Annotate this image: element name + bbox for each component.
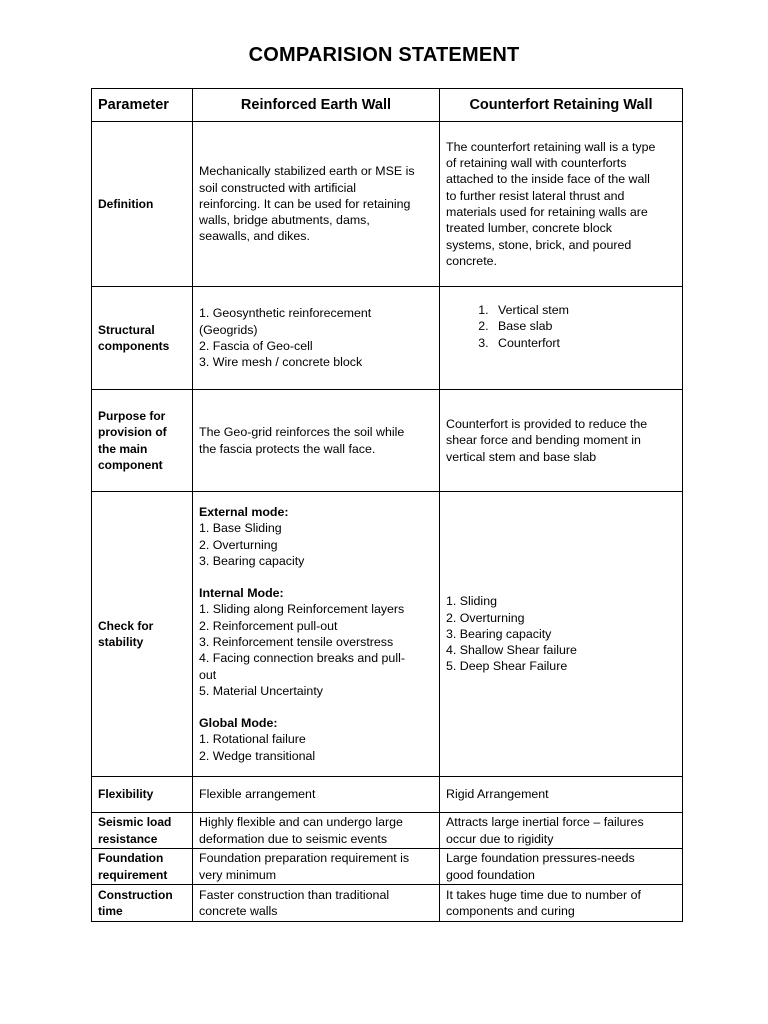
header-reinforced-earth-wall: Reinforced Earth Wall xyxy=(193,89,440,122)
cell-rew-flexibility: Flexible arrangement xyxy=(193,777,440,813)
external-mode-heading: External mode: xyxy=(199,504,289,519)
header-counterfort-retaining-wall: Counterfort Retaining Wall xyxy=(440,89,683,122)
table-row-stability xyxy=(92,492,683,777)
cell-crw-purpose: Counterfort is provided to reduce the shear force and bending moment in vertical stem and base slab xyxy=(440,390,683,492)
cell-crw-flexibility: Rigid Arrangement xyxy=(440,777,683,813)
cell-crw-stability: 1. Sliding 2. Overturning 3. Bearing capacity 4. Shallow Shear failure 5. Deep Shear Failure xyxy=(440,492,683,777)
cell-rew-foundation: Foundation preparation requirement is very minimum xyxy=(193,849,440,885)
cell-rew-definition: Mechanically stabilized earth or MSE is soil constructed with artificial reinforcing. It can be used for retaining walls, bridge abutments, dams, seawalls, and dikes. xyxy=(193,122,440,287)
cell-rew-seismic: Highly flexible and can undergo large deformation due to seismic events xyxy=(193,813,440,849)
page-title: COMPARISION STATEMENT xyxy=(248,44,520,66)
comparison-table xyxy=(91,88,683,922)
param-stability: Check for stability xyxy=(92,492,193,777)
param-structural-components: Structural components xyxy=(92,287,193,390)
table-row-construction xyxy=(92,885,683,922)
internal-mode-heading: Internal Mode: xyxy=(199,586,284,601)
table-row-structural-components xyxy=(92,287,683,390)
cell-rew-construction: Faster construction than traditional concrete walls xyxy=(193,885,440,922)
cell-rew-stability: External mode: 1. Base Sliding 2. Overturning 3. Bearing capacity Internal Mode: 1. Sliding along Reinforcement layers 2. Reinforcement pull-out 3. Reinforcement tensile overstress 4. Facing connection breaks and pull- out 5. Material Uncertainty Global Mode: 1. Rotational failure 2. Wedge transitional xyxy=(193,492,440,777)
param-construction: Construction time xyxy=(92,885,193,922)
table-row-purpose xyxy=(92,390,683,492)
cell-rew-structural: 1. Geosynthetic reinforecement (Geogrids) 2. Fascia of Geo-cell 3. Wire mesh / concrete block xyxy=(193,287,440,390)
param-definition: Definition xyxy=(92,122,193,287)
cell-crw-seismic: Attracts large inertial force – failures occur due to rigidity xyxy=(440,813,683,849)
table-row-seismic xyxy=(92,813,683,849)
table-row-foundation xyxy=(92,849,683,885)
list-item: 3. Counterfort xyxy=(492,335,676,351)
param-seismic: Seismic load resistance xyxy=(92,813,193,849)
table-row-definition xyxy=(92,122,683,287)
cell-crw-structural xyxy=(440,287,683,390)
cell-rew-purpose: The Geo-grid reinforces the soil while the fascia protects the wall face. xyxy=(193,390,440,492)
cell-crw-foundation: Large foundation pressures-needs good foundation xyxy=(440,849,683,885)
global-mode-heading: Global Mode: xyxy=(199,716,278,731)
header-parameter: Parameter xyxy=(92,89,193,122)
table-row-flexibility xyxy=(92,777,683,813)
list-item: 1. Vertical stem xyxy=(492,302,676,318)
structural-list xyxy=(446,302,676,351)
param-foundation: Foundation requirement xyxy=(92,849,193,885)
cell-crw-definition: The counterfort retaining wall is a type of retaining wall with counterforts attached to the inside face of the wall to further resist lateral thrust and materials used for retaining walls are treated lumber, concrete block systems, stone, brick, and poured concrete. xyxy=(440,122,683,287)
param-flexibility: Flexibility xyxy=(92,777,193,813)
header-row xyxy=(92,89,683,122)
list-item: 2. Base slab xyxy=(492,318,676,334)
param-purpose: Purpose for provision of the main component xyxy=(92,390,193,492)
cell-crw-construction: It takes huge time due to number of components and curing xyxy=(440,885,683,922)
